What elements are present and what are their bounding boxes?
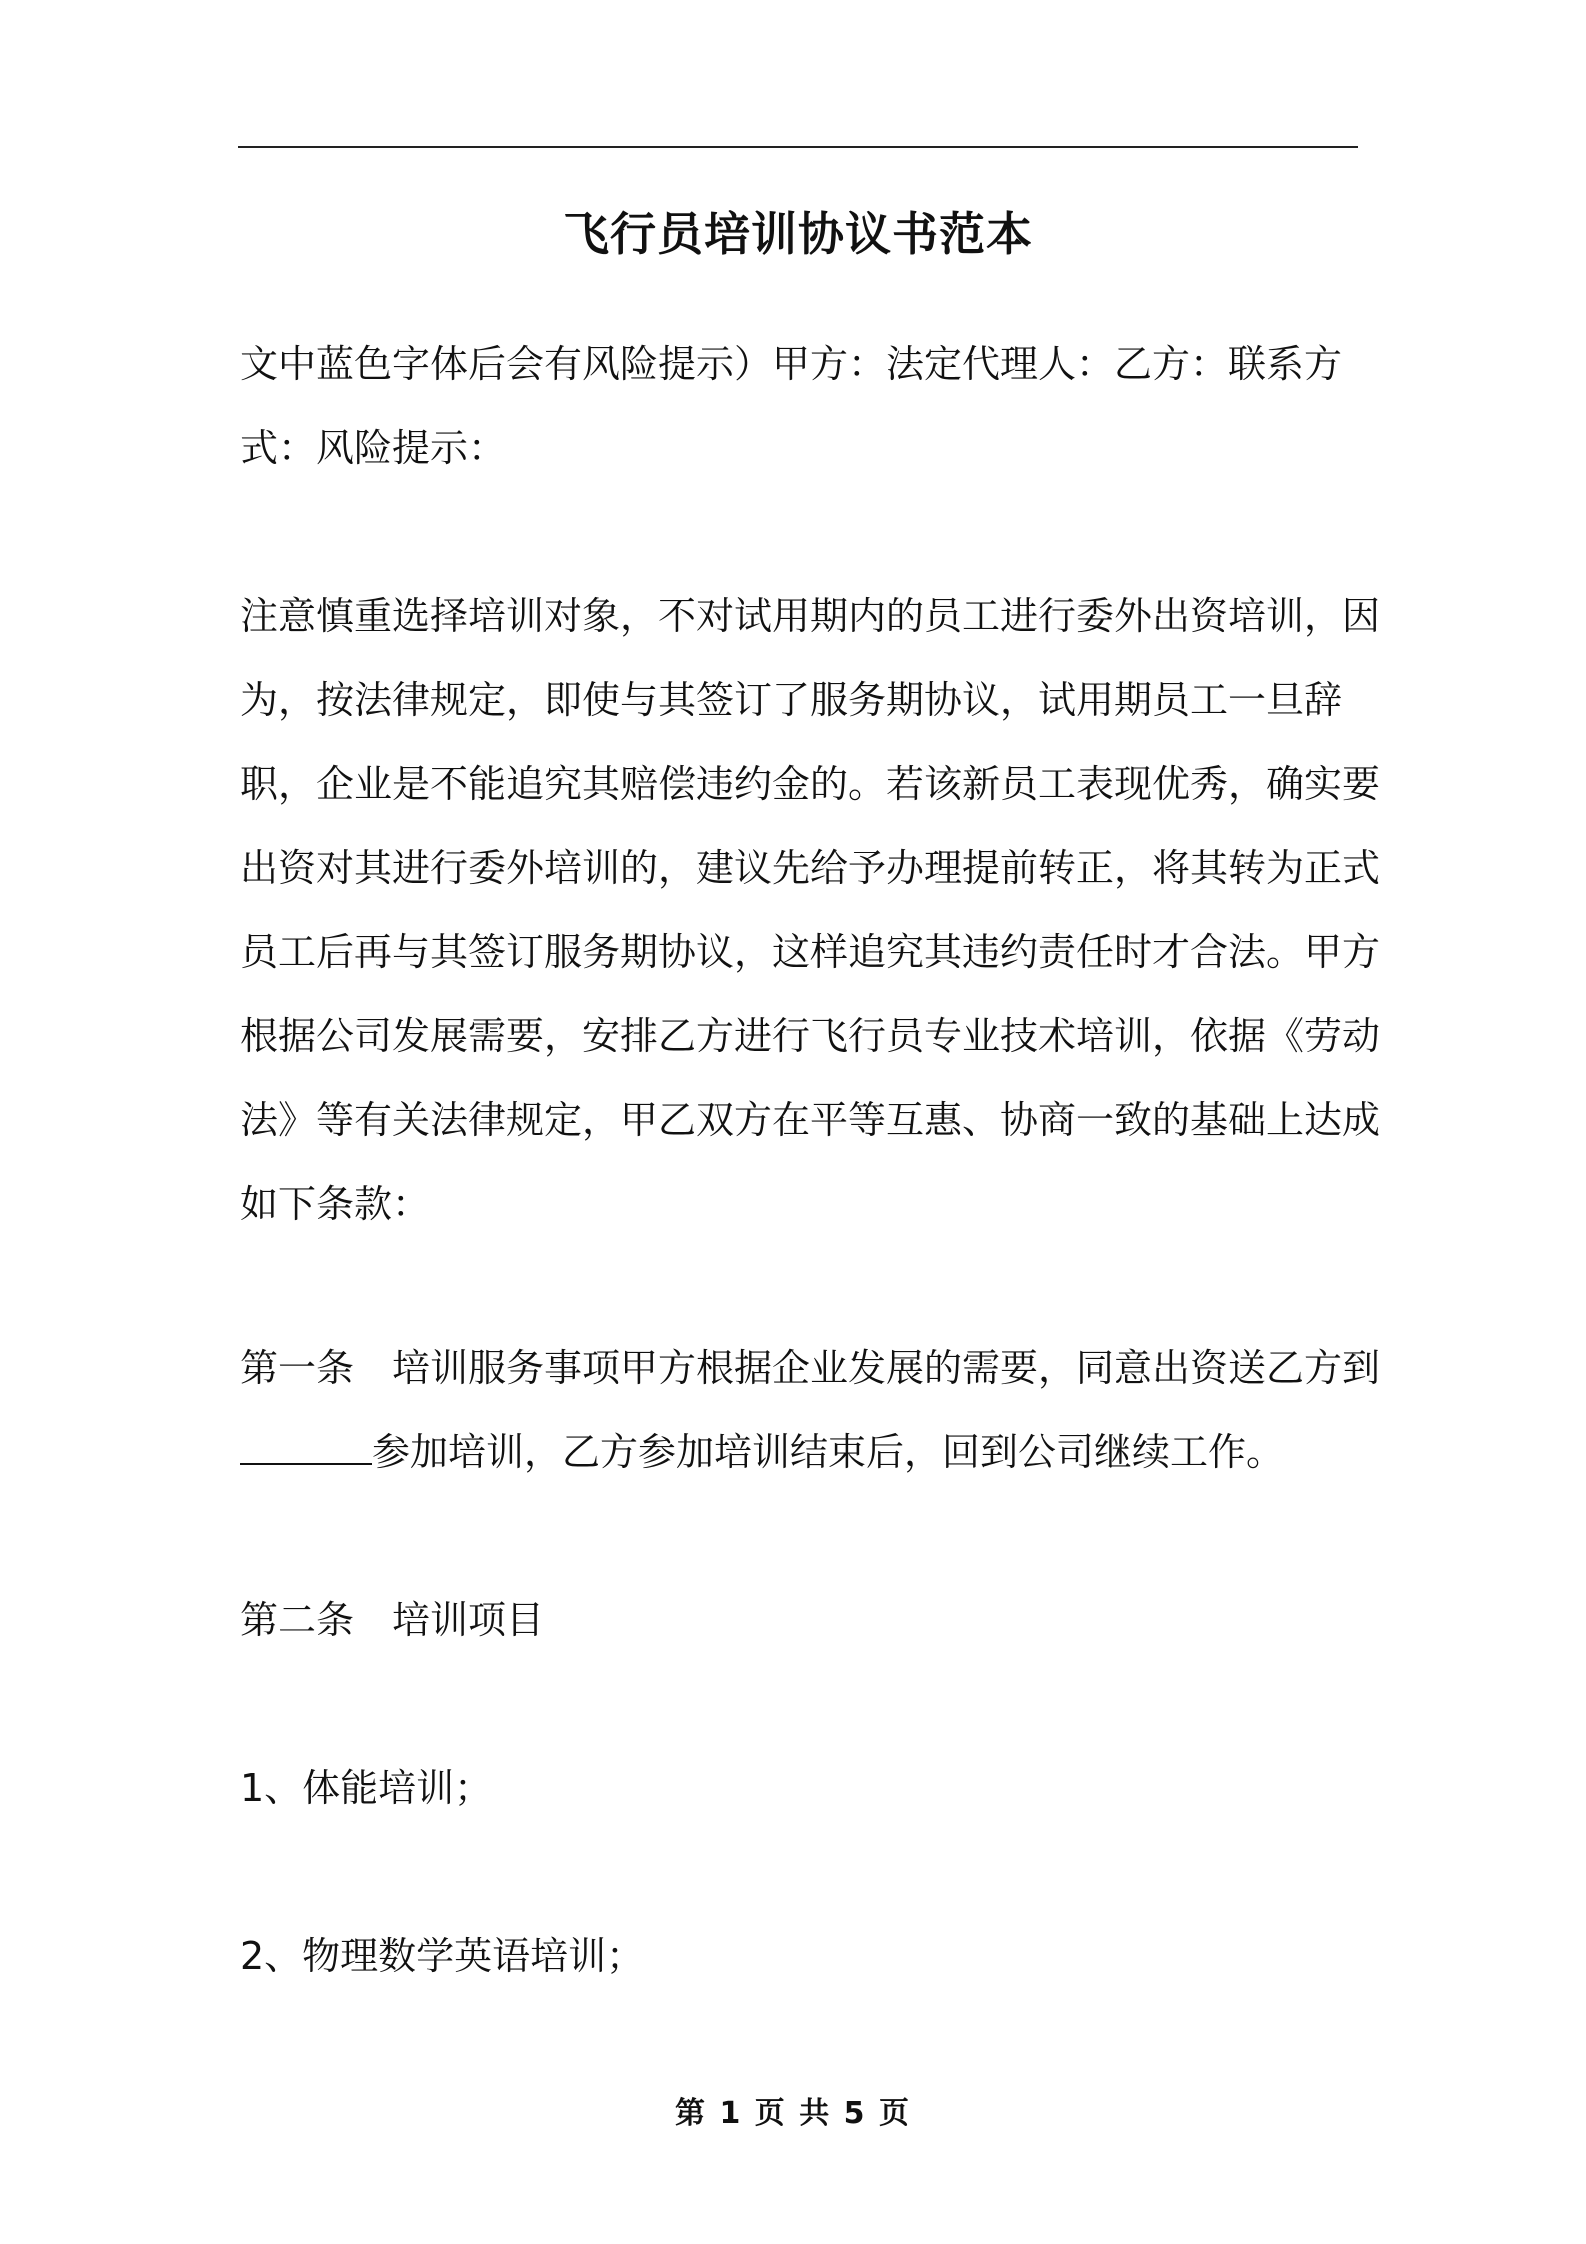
article-1-text-before-blank: 培训服务事项甲方根据企业发展的需要，同意出资送乙方到 (392, 1346, 1381, 1390)
article-1-text-after-blank: 参加培训，乙方参加培训结束后，回到公司继续工作。 (372, 1430, 1285, 1474)
header-rule (238, 146, 1358, 148)
list-item: 1、体能培训； (240, 1766, 493, 1810)
fill-in-blank (240, 1435, 372, 1465)
list-item: 2、物理数学英语培训； (240, 1934, 645, 1978)
document-title: 飞行员培训协议书范本 (563, 207, 1033, 261)
article-1-paragraph (240, 1326, 1390, 1494)
article-1-heading: 第一条 (240, 1346, 355, 1390)
intro-paragraph: 文中蓝色字体后会有风险提示）甲方：法定代理人：乙方：联系方式：风险提示： (240, 342, 1343, 470)
article-2-text: 培训项目 (392, 1598, 545, 1642)
notice-paragraph: 注意慎重选择培训对象，不对试用期内的员工进行委外出资培训，因为，按法律规定，即使与其签订了服务期协议，试用期员工一旦辞职，企业是不能追究其赔偿违约金的。若该新员工表现优秀，确实要出资对其进行委外培训的，建议先给予办理提前转正，将其转为正式员工后再与其签订服务期协议，这样追究其违约责任时才合法。甲方根据公司发展需要，安排乙方进行飞行员专业技术培训，依据《劳动法》等有关法律规定，甲乙双方在平等互惠、协商一致的基础上达成如下条款： (240, 594, 1381, 1226)
page-indicator: 第 1 页 共 5 页 (675, 2096, 911, 2131)
article-2-heading: 第二条 (240, 1598, 355, 1642)
article-2-paragraph (240, 1578, 1390, 1662)
